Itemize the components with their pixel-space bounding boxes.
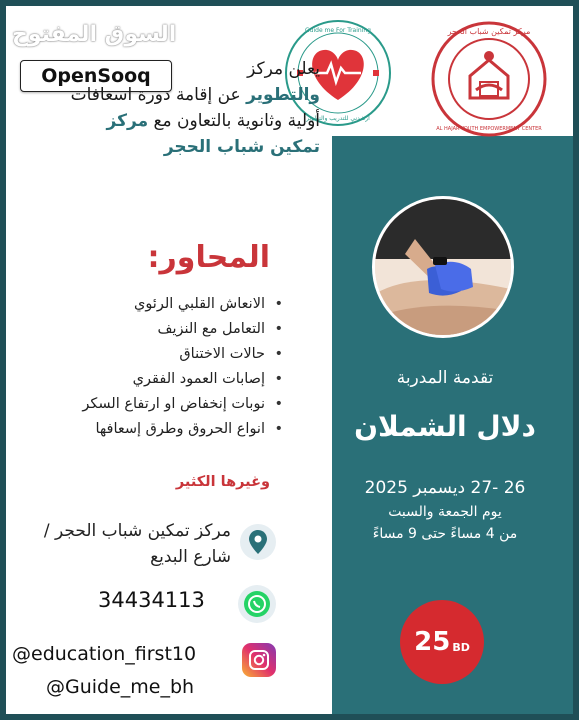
price-badge: [400, 600, 484, 684]
topic-item: • انواع الحروق وطرق إسعافها: [20, 417, 265, 442]
trainer-name: دلال الشملان: [354, 410, 536, 443]
youth-center-logo-icon: [430, 20, 548, 138]
announcement-line-1: [70, 56, 320, 82]
announcement-text: [70, 56, 320, 160]
trainer-label: تقدمة المدربة: [396, 368, 494, 388]
topic-item: • التعامل مع النزيف: [20, 317, 265, 342]
phone-number[interactable]: 34434113: [98, 588, 205, 612]
location-line-2: شارع البديع: [150, 547, 231, 567]
announcement-line-4: [70, 134, 320, 160]
location-text: [26, 518, 231, 570]
topic-item: • إصابات العمود الفقري: [20, 367, 265, 392]
instagram-handle-1[interactable]: @education_first10: [12, 643, 197, 665]
whatsapp-icon[interactable]: [238, 585, 276, 623]
svg-text:مركز تمكين شباب الحجر: مركز تمكين شباب الحجر: [447, 27, 531, 36]
course-dates: 26 -27 ديسمبر 2025: [364, 478, 526, 498]
topics-title: المحاور:: [147, 240, 270, 275]
announcement-line-2-text: عن إقامة دورة اسعافات: [70, 85, 241, 105]
cpr-photo: [372, 196, 514, 338]
price-currency: BD: [452, 640, 470, 654]
announcement-line-1-text: يعلن مركز: [247, 59, 320, 79]
svg-text:أرشدني للتدريب والتطوير: أرشدني للتدريب والتطوير: [306, 115, 370, 122]
guide-me-name: والتطوير: [246, 85, 320, 105]
instagram-handle-2[interactable]: @Guide_me_bh: [46, 676, 195, 698]
opensooq-badge: OpenSooq: [20, 60, 172, 92]
center-word: مركز: [106, 111, 149, 131]
center-name: تمكين شباب الحجر: [163, 137, 320, 157]
location-line-1: مركز تمكين شباب الحجر /: [43, 521, 231, 541]
svg-text:AL HAJAR YOUTH EMPOWERMENT CEN: AL HAJAR YOUTH EMPOWERMENT CENTER: [436, 126, 542, 132]
topic-item: • نوبات إنخفاض او ارتفاع السكر: [20, 392, 265, 417]
course-days: يوم الجمعة والسبت: [388, 504, 502, 520]
opensooq-watermark: السوق المفتوح: [12, 22, 177, 47]
cpr-illustration-icon: [375, 199, 511, 335]
location-icon: [240, 524, 276, 560]
course-time: من 4 مساءً حتى 9 مساءً: [372, 526, 518, 542]
topic-item: • حالات الاختناق: [20, 342, 265, 367]
topics-list: [20, 292, 287, 442]
svg-text:Guide me For Training: Guide me For Training: [305, 27, 371, 34]
topic-item: • الانعاش القلبي الرئوي: [20, 292, 265, 317]
youth-center-logo: [430, 20, 548, 138]
instagram-icon[interactable]: [242, 643, 276, 677]
announcement-line-3-text: أولية وثانوية بالتعاون مع: [153, 111, 320, 131]
and-more-text: وغيرها الكثير: [175, 474, 270, 490]
price-amount: 25: [414, 627, 451, 657]
announcement-line-2: [70, 82, 320, 108]
announcement-line-3: [70, 108, 320, 134]
